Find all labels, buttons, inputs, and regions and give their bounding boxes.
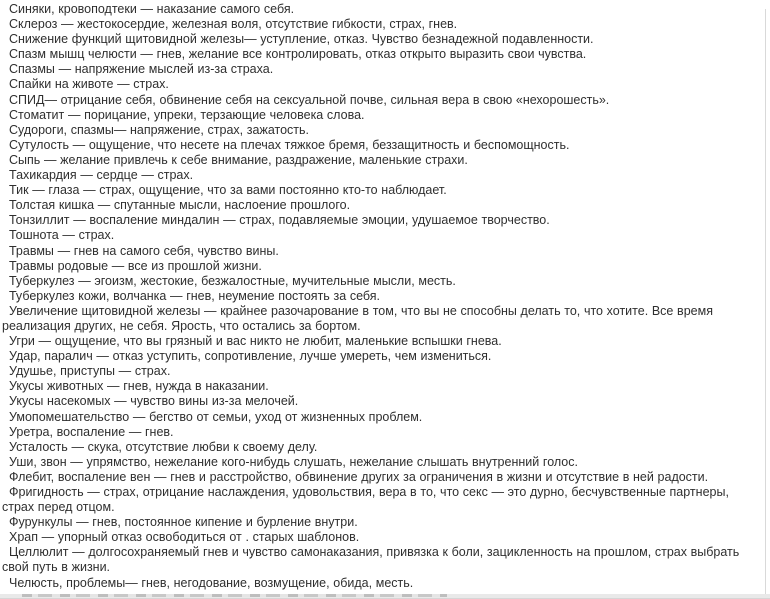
list-item: Судороги, спазмы— напряжение, страх, зажатость. — [9, 122, 310, 137]
list-item: Спазмы — напряжение мыслей из-за страха. — [9, 62, 274, 77]
list-item: Укусы насекомых — чувство вины из-за мелочей. — [9, 394, 299, 409]
list-item: Фригидность — страх, отрицание наслаждения, удовольствия, вера в то, что секс — это дурно, бесчувственные партнеры, страх перед отцом. — [2, 485, 729, 515]
list-item: Синяки, кровоподтеки — наказание самого себя. — [9, 2, 295, 16]
clipped-line-smudge — [22, 594, 447, 597]
list-item: Спайки на животе — страх. — [9, 77, 169, 92]
list-item: Флебит, воспаление вен — гнев и расстройство, обвинение других за ограничения в жизни и отсутствие в ней радости. — [9, 469, 709, 484]
list-item: Тошнота — страх. — [9, 228, 115, 243]
list-item: Фурункулы — гнев, постоянное кипение и бурление внутри. — [9, 515, 358, 530]
list-item: Толстая кишка — спутанные мысли, наслоение прошлого. — [9, 198, 351, 213]
clipped-next-text-line — [0, 592, 770, 599]
list-item: Травмы — гнев на самого себя, чувство вины. — [9, 243, 279, 258]
list-item: Тик — глаза — страх, ощущение, что за вами постоянно кто-то наблюдает. — [9, 183, 447, 198]
list-item: Целлюлит — долгосохраняемый гнев и чувство самонаказания, привязка к боли, зацикленность на прошлом, страх выбрать свой путь в жизни. — [2, 545, 740, 575]
list-item: Сыпь — желание привлечь к себе внимание, раздражение, маленькие страхи. — [9, 152, 468, 167]
list-item: Туберкулез — эгоизм, жестокие, безжалостные, мучительные мысли, месть. — [9, 273, 456, 288]
psychosomatics-list — [2, 2, 761, 592]
list-item: Увеличение щитовидной железы — крайнее разочарование в том, что вы не способны делать то, что хотите. Все время реализация других, не себя. Ярость, что остались за бортом. — [2, 303, 713, 333]
page-right-border — [765, 9, 766, 597]
list-item: Челюсть, проблемы— гнев, негодование, возмущение, обида, месть. — [9, 575, 414, 590]
list-item: Тонзиллит — воспаление миндалин — страх, подавляемые эмоции, удушаемое творчество. — [9, 213, 550, 228]
list-item: Уши, звон — упрямство, нежелание кого-нибудь слушать, нежелание слышать внутренний голос. — [9, 454, 578, 469]
list-item: Спазм мышц челюсти — гнев, желание все контролировать, отказ открыто выразить свои чувства. — [9, 47, 587, 62]
list-item: Укусы животных — гнев, нужда в наказании. — [9, 379, 269, 394]
list-item: Удушье, приступы — страх. — [9, 364, 171, 379]
list-item: Снижение функций щитовидной железы— уступление, отказ. Чувство безнадежной подавленности. — [9, 32, 594, 47]
list-item: Уретра, воспаление — гнев. — [9, 424, 174, 439]
list-item: Травмы родовые — все из прошлой жизни. — [9, 258, 262, 273]
list-item: Тахикардия — сердце — страх. — [9, 168, 194, 183]
list-item: Угри — ощущение, что вы грязный и вас никто не любит, маленькие вспышки гнева. — [9, 334, 502, 349]
list-item: Стоматит — порицание, упреки, терзающие человека слова. — [9, 107, 365, 122]
list-item: Туберкулез кожи, волчанка — гнев, неумение постоять за себя. — [9, 288, 381, 303]
list-item: СПИД— отрицание себя, обвинение себя на сексуальной почве, сильная вера в свою «нехорошесть». — [9, 92, 610, 107]
list-item: Удар, паралич — отказ уступить, сопротивление, лучше умереть, чем измениться. — [9, 349, 492, 364]
list-item: Храп — упорный отказ освободиться от . старых шаблонов. — [9, 530, 360, 545]
list-item: Умопомешательство — бегство от семьи, уход от жизненных проблем. — [9, 409, 423, 424]
list-item: Сутулость — ощущение, что несете на плечах тяжкое бремя, беззащитность и беспомощность. — [9, 137, 570, 152]
list-item: Склероз — жестокосердие, железная воля, отсутствие гибкости, страх, гнев. — [9, 17, 458, 32]
list-item: Усталость — скука, отсутствие любви к своему делу. — [9, 439, 318, 454]
